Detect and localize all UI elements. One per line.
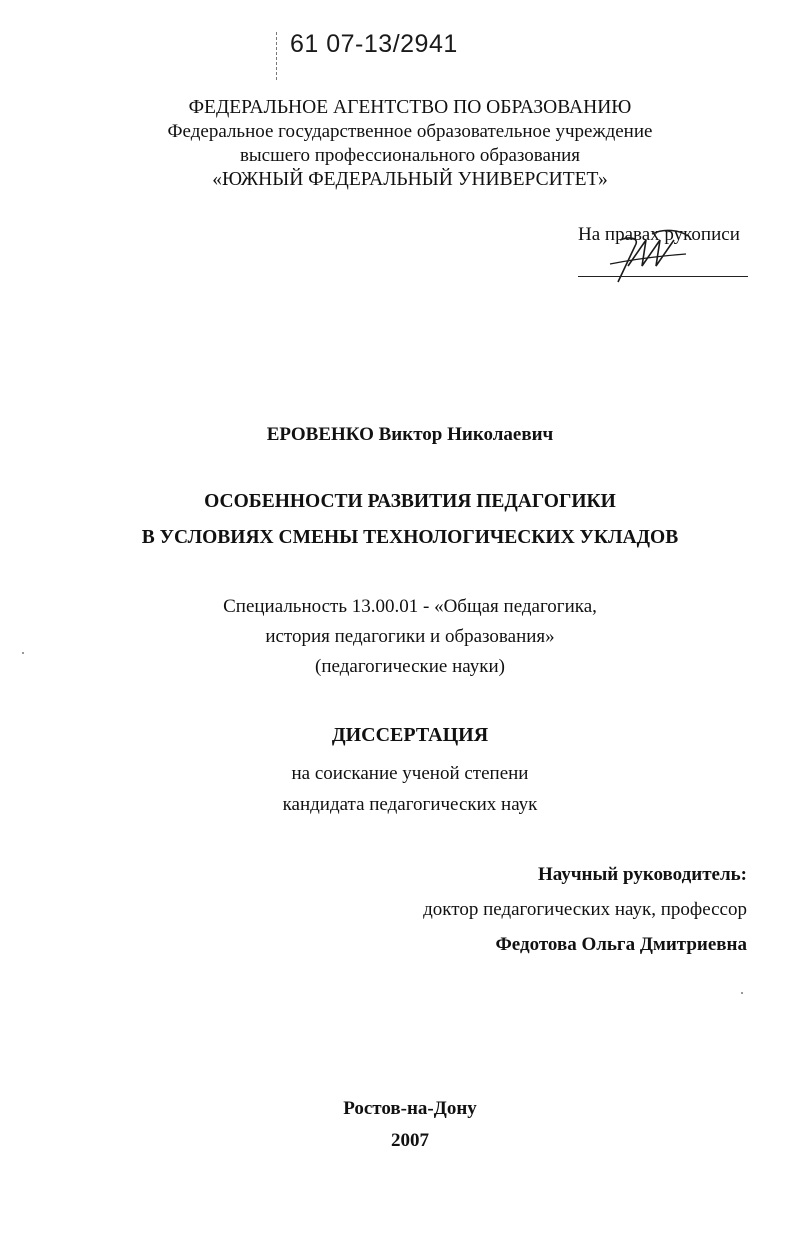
agency-name: ФЕДЕРАЛЬНОЕ АГЕНТСТВО ПО ОБРАЗОВАНИЮ	[188, 97, 632, 118]
handwritten-signature	[590, 210, 700, 290]
degree-line-2: кандидата педагогических наук	[282, 794, 538, 815]
institution-education-level: высшего профессионального образования	[239, 145, 581, 166]
title-line-2: В УСЛОВИЯХ СМЕНЫ ТЕХНОЛОГИЧЕСКИХ УКЛАДОВ	[141, 527, 679, 548]
manuscript-note: На правах рукописи	[578, 224, 740, 245]
title-line-1: ОСОБЕННОСТИ РАЗВИТИЯ ПЕДАГОГИКИ	[204, 491, 616, 512]
supervisor-title: доктор педагогических наук, профессор	[423, 899, 747, 920]
scan-speck	[741, 992, 743, 994]
footer-block	[0, 1093, 795, 1157]
specialty-block	[0, 592, 795, 682]
signature-line	[578, 276, 748, 277]
institution-header	[0, 96, 795, 192]
registration-number: 61 07-13/2941	[290, 30, 458, 58]
supervisor-name: Федотова Ольга Дмитриевна	[495, 934, 747, 955]
author-name: ЕРОВЕНКО Виктор Николаевич	[266, 424, 554, 445]
specialty-line-2: история педагогики и образования»	[265, 626, 555, 647]
supervisor-block	[423, 857, 747, 962]
scan-speck	[22, 652, 24, 654]
specialty-line-3: (педагогические науки)	[315, 656, 505, 677]
city: Ростов-на-Дону	[343, 1098, 477, 1119]
specialty-line-1: Специальность 13.00.01 - «Общая педагогика,	[223, 596, 597, 617]
stamp-divider	[276, 32, 278, 80]
year: 2007	[391, 1130, 429, 1151]
dissertation-title	[0, 484, 795, 556]
supervisor-label: Научный руководитель:	[538, 864, 747, 885]
institution-type: Федеральное государственное образовательное учреждение	[167, 121, 653, 142]
university-name: «ЮЖНЫЙ ФЕДЕРАЛЬНЫЙ УНИВЕРСИТЕТ»	[212, 169, 608, 190]
degree-block	[0, 758, 795, 820]
document-type: ДИССЕРТАЦИЯ	[331, 724, 489, 746]
degree-line-1: на соискание ученой степени	[291, 763, 529, 784]
